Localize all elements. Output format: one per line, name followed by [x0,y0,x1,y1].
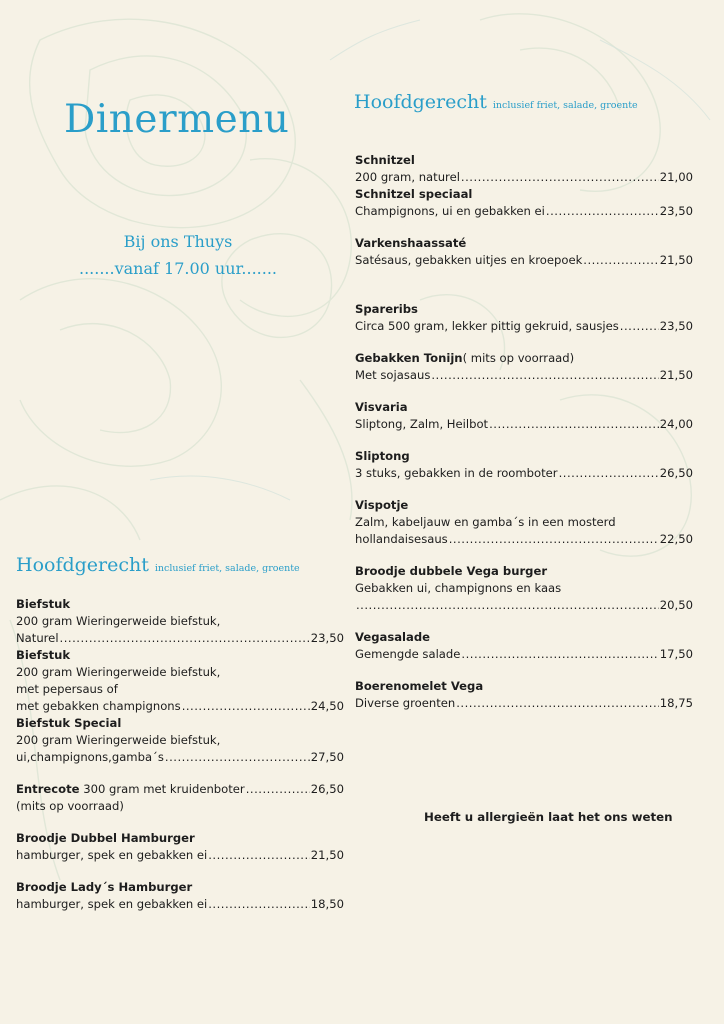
menu-item [16,879,344,913]
item-note: (mits op voorraad) [16,799,124,813]
item-name: Schnitzel [355,153,415,167]
item-desc: Satésaus, gebakken uitjes en kroepoek [355,253,583,267]
item-name: Biefstuk [16,597,71,611]
item-price: 24,50 [310,699,344,713]
item-name: Broodje Lady´s Hamburger [16,880,193,894]
allergy-note: Heeft u allergieën laat het ons weten [424,810,673,824]
menu-item [355,152,693,186]
item-desc: 300 gram met kruidenboter [83,782,245,796]
item-name: Visvaria [355,400,408,414]
left-menu-list [16,596,344,913]
item-name: Gebakken Tonijn( mits op voorraad) [355,351,575,365]
menu-item [355,301,693,335]
item-name: Broodje Dubbel Hamburger [16,831,195,845]
item-price: 26,50 [659,466,693,480]
item-name: Boerenomelet Vega [355,679,484,693]
item-name: Spareribs [355,302,418,316]
item-price: 21,00 [659,170,693,184]
menu-item [355,448,693,482]
restaurant-name: Bij ons Thuys [123,232,233,251]
item-name: Broodje dubbele Vega burger [355,564,548,578]
item-desc: hamburger, spek en gebakken ei [16,848,208,862]
item-price: 22,50 [659,532,693,546]
left-section-heading [16,556,300,575]
menu-item [16,715,344,766]
menu-item [355,350,693,384]
opening-time: .......vanaf 17.00 uur....... [78,259,278,278]
item-price: 26,50 [310,782,344,796]
menu-item [355,629,693,663]
item-name: Vegasalade [355,630,431,644]
item-desc: 200 gram, naturel [355,170,460,184]
item-price: 21,50 [659,253,693,267]
item-name: Biefstuk [16,648,71,662]
right-heading-note: inclusief friet, salade, groente [492,100,638,111]
item-desc: 3 stuks, gebakken in de roomboter [355,466,558,480]
item-desc: Sliptong, Zalm, Heilbot [355,417,489,431]
item-desc: Naturel [16,631,59,645]
item-name: Entrecote [16,782,80,796]
item-name: Varkenshaassaté [355,236,467,250]
menu-item [16,647,344,715]
menu-item [355,563,693,614]
item-name: Vispotje [355,498,409,512]
item-price: 27,50 [310,750,344,764]
item-desc: Champignons, ui en gebakken ei [355,204,545,218]
item-price: 18,75 [659,696,693,710]
menu-item [16,830,344,864]
left-heading-text: Hoofdgerecht [16,554,149,576]
item-desc: Diverse groenten [355,696,456,710]
item-price: 21,50 [659,368,693,382]
item-name: Sliptong [355,449,410,463]
item-desc: hamburger, spek en gebakken ei [16,897,208,911]
left-heading-note: inclusief friet, salade, groente [154,563,300,574]
item-name: Biefstuk Special [16,716,122,730]
menu-item [355,399,693,433]
item-price: 20,50 [659,598,693,612]
item-desc: Circa 500 gram, lekker pittig gekruid, sausjes [355,319,619,333]
item-price: 17,50 [659,647,693,661]
right-heading-text: Hoofdgerecht [354,91,487,113]
menu-item [16,781,344,815]
item-desc: 200 gram Wieringerweide biefstuk, [16,665,221,679]
menu-item [16,596,344,647]
menu-item [355,186,693,220]
menu-title: Dinermenu [64,97,290,142]
item-desc: hollandaisesaus [355,532,448,546]
item-desc: 200 gram Wieringerweide biefstuk, [16,733,221,747]
item-desc: met pepersaus of [16,682,118,696]
item-desc: Gebakken ui, champignons en kaas [355,581,562,595]
item-price: 24,00 [659,417,693,431]
item-desc: Zalm, kabeljauw en gamba´s in een mosterd [355,515,616,529]
item-price: 23,50 [659,204,693,218]
item-desc: ui,champignons,gamba´s [16,750,164,764]
item-price: 23,50 [310,631,344,645]
item-name: Schnitzel speciaal [355,187,473,201]
menu-item [355,678,693,712]
item-desc: Gemengde salade [355,647,461,661]
item-price: 23,50 [659,319,693,333]
menu-item [355,235,693,269]
item-price: 21,50 [310,848,344,862]
item-desc: 200 gram Wieringerweide biefstuk, [16,614,221,628]
right-section-heading [354,93,638,112]
item-desc: met gebakken champignons [16,699,181,713]
item-price: 18,50 [310,897,344,911]
item-desc: Met sojasaus [355,368,431,382]
item-name-suffix: ( mits op voorraad) [462,351,575,365]
menu-item [355,497,693,548]
right-menu-list [355,152,693,712]
